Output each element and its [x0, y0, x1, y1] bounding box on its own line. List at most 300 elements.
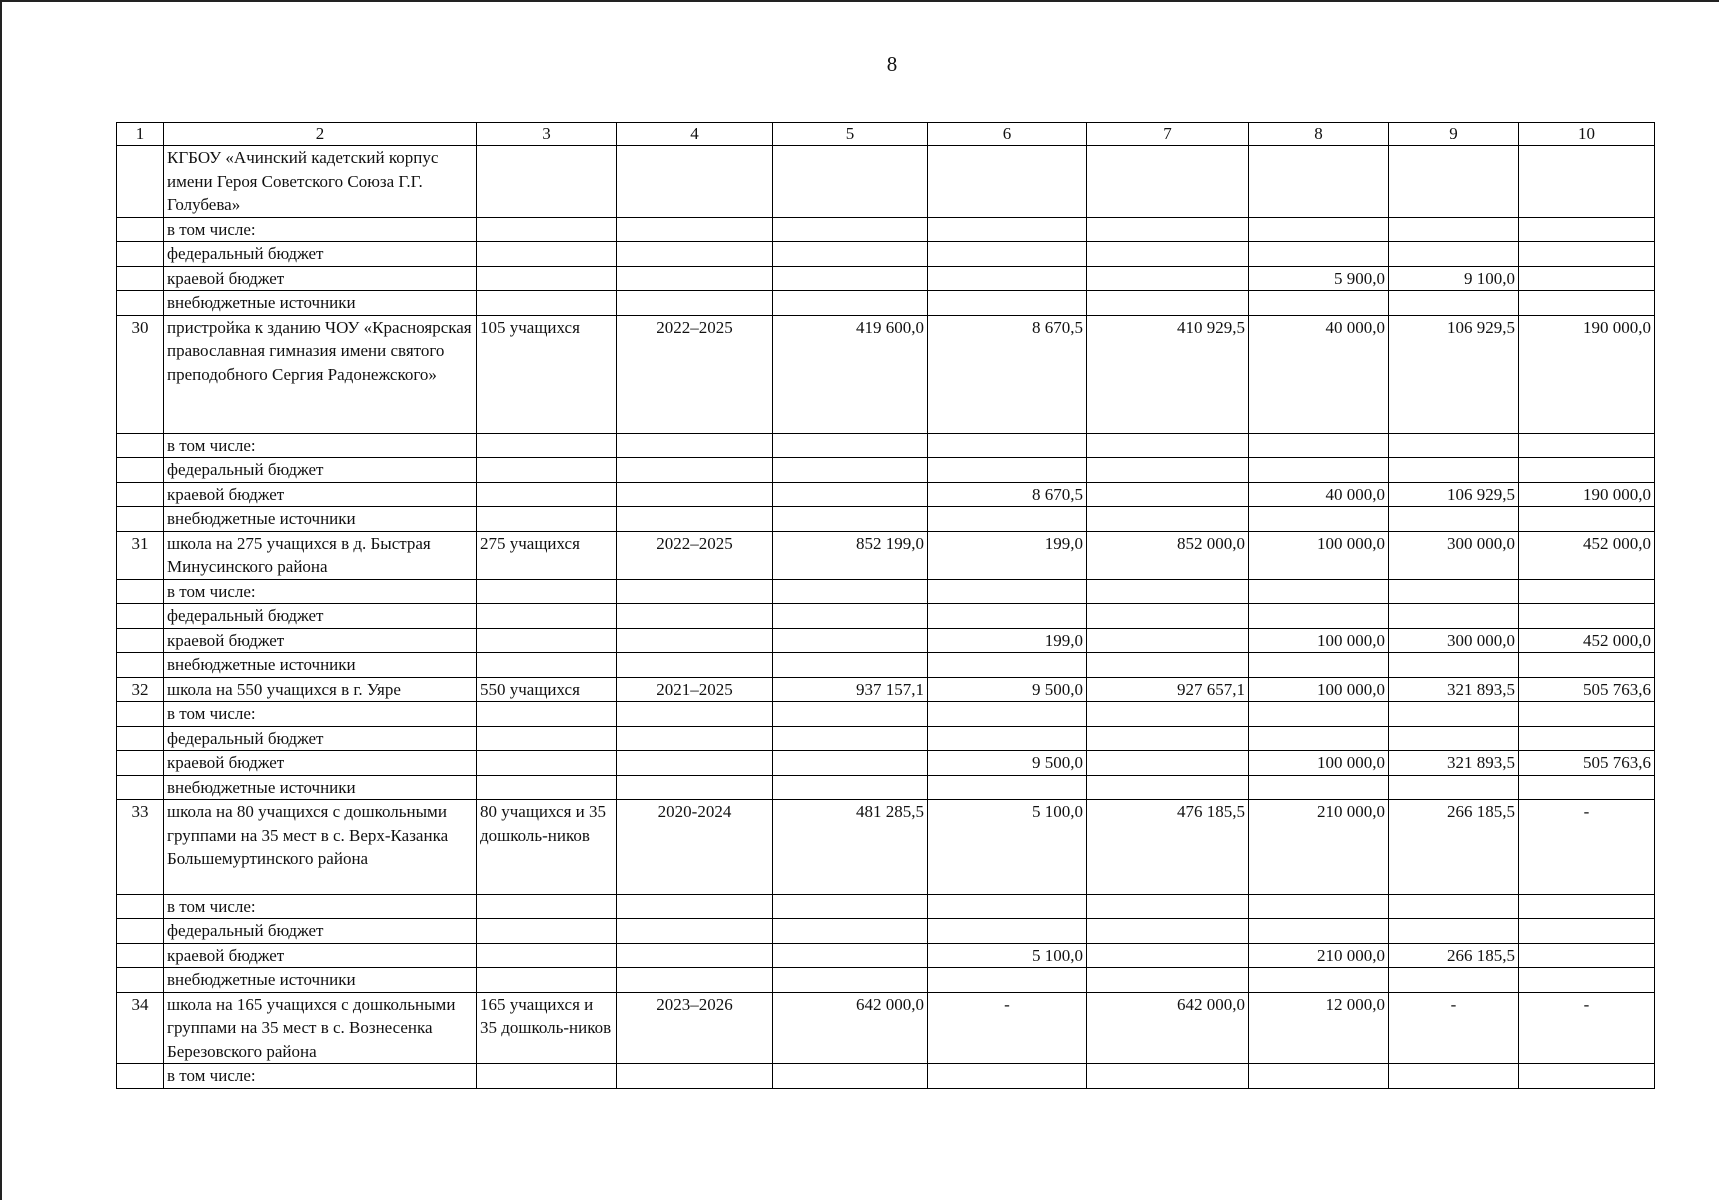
table-cell-col-9: - [1389, 992, 1519, 1064]
table-cell-col-3 [477, 291, 617, 316]
table-cell-col-2: внебюджетные источники [164, 968, 477, 993]
table-cell-col-8: 210 000,0 [1249, 943, 1389, 968]
table-cell-col-1: 33 [117, 800, 164, 895]
table-cell-col-9: 266 185,5 [1389, 943, 1519, 968]
table-cell-col-9 [1389, 217, 1519, 242]
table-cell-col-10 [1519, 726, 1655, 751]
table-cell-col-1: 30 [117, 315, 164, 433]
table-cell-col-7 [1087, 775, 1249, 800]
table-cell-col-2: федеральный бюджет [164, 242, 477, 267]
table-cell-col-9 [1389, 894, 1519, 919]
table-cell-col-2: краевой бюджет [164, 266, 477, 291]
table-cell-col-7 [1087, 458, 1249, 483]
table-cell-col-1 [117, 242, 164, 267]
table-cell-col-4 [617, 266, 773, 291]
table-cell-col-3 [477, 775, 617, 800]
table-cell-col-8: 12 000,0 [1249, 992, 1389, 1064]
table-cell-col-5 [773, 217, 928, 242]
table-cell-col-5 [773, 579, 928, 604]
table-cell-col-7 [1087, 482, 1249, 507]
table-cell-col-4 [617, 146, 773, 218]
table-cell-col-9: 321 893,5 [1389, 677, 1519, 702]
table-cell-col-3 [477, 968, 617, 993]
table-row [117, 628, 1655, 653]
table-cell-col-10 [1519, 604, 1655, 629]
table-cell-col-2: в том числе: [164, 1064, 477, 1089]
header-cell: 3 [477, 123, 617, 146]
table-cell-col-4: 2022–2025 [617, 315, 773, 433]
table-cell-col-6: 199,0 [928, 531, 1087, 579]
table-cell-col-9 [1389, 702, 1519, 727]
table-cell-col-10 [1519, 702, 1655, 727]
table-cell-col-2: федеральный бюджет [164, 919, 477, 944]
table-cell-col-10: 452 000,0 [1519, 531, 1655, 579]
table-cell-col-7 [1087, 751, 1249, 776]
table-cell-col-8 [1249, 894, 1389, 919]
table-cell-col-3: 165 учащихся и 35 дошколь-ников [477, 992, 617, 1064]
table-cell-col-6 [928, 968, 1087, 993]
table-cell-col-1 [117, 482, 164, 507]
table-cell-col-3 [477, 217, 617, 242]
table-cell-col-5 [773, 242, 928, 267]
table-cell-col-6: 9 500,0 [928, 677, 1087, 702]
table-cell-col-1 [117, 291, 164, 316]
table-cell-col-8 [1249, 146, 1389, 218]
table-row [117, 579, 1655, 604]
table-cell-col-7 [1087, 291, 1249, 316]
table-cell-col-6: 8 670,5 [928, 315, 1087, 433]
table-cell-col-9: 321 893,5 [1389, 751, 1519, 776]
table-row [117, 315, 1655, 433]
table-cell-col-4 [617, 894, 773, 919]
table-cell-col-2: в том числе: [164, 894, 477, 919]
table-cell-col-7: 642 000,0 [1087, 992, 1249, 1064]
table-cell-col-8 [1249, 702, 1389, 727]
table-cell-col-1 [117, 433, 164, 458]
table-cell-col-3: 80 учащихся и 35 дошколь-ников [477, 800, 617, 895]
table-cell-col-6 [928, 653, 1087, 678]
table-cell-col-10 [1519, 894, 1655, 919]
table-cell-col-3 [477, 266, 617, 291]
table-cell-col-7 [1087, 1064, 1249, 1089]
table-row [117, 242, 1655, 267]
table-cell-col-9 [1389, 579, 1519, 604]
table-cell-col-9: 9 100,0 [1389, 266, 1519, 291]
table-cell-col-5 [773, 943, 928, 968]
table-cell-col-3 [477, 482, 617, 507]
table-cell-col-7 [1087, 653, 1249, 678]
table-cell-col-4: 2023–2026 [617, 992, 773, 1064]
table-cell-col-9 [1389, 604, 1519, 629]
table-cell-col-7 [1087, 266, 1249, 291]
table-cell-col-1: 32 [117, 677, 164, 702]
table-cell-col-1 [117, 726, 164, 751]
table-header-row [117, 123, 1655, 146]
table-cell-col-6 [928, 579, 1087, 604]
table-cell-col-1 [117, 628, 164, 653]
table-cell-col-4 [617, 242, 773, 267]
table-cell-col-3 [477, 242, 617, 267]
table-cell-col-10: - [1519, 992, 1655, 1064]
table-cell-col-2: КГБОУ «Ачинский кадетский корпус имени Героя Советского Союза Г.Г. Голубева» [164, 146, 477, 218]
table-cell-col-9: 266 185,5 [1389, 800, 1519, 895]
table-cell-col-2: школа на 165 учащихся с дошкольными группами на 35 мест в с. Вознесенка Березовского района [164, 992, 477, 1064]
table-cell-col-1 [117, 751, 164, 776]
table-cell-col-6: 8 670,5 [928, 482, 1087, 507]
table-cell-col-6 [928, 217, 1087, 242]
table-row [117, 702, 1655, 727]
table-cell-col-1 [117, 653, 164, 678]
table-row [117, 653, 1655, 678]
table-cell-col-1 [117, 146, 164, 218]
table-cell-col-3 [477, 507, 617, 532]
table-cell-col-4 [617, 751, 773, 776]
table-cell-col-9 [1389, 775, 1519, 800]
header-cell: 9 [1389, 123, 1519, 146]
table-cell-col-8 [1249, 291, 1389, 316]
table-cell-col-10 [1519, 217, 1655, 242]
table-cell-col-4 [617, 433, 773, 458]
table-cell-col-10 [1519, 579, 1655, 604]
table-cell-col-5 [773, 482, 928, 507]
table-cell-col-6 [928, 433, 1087, 458]
table-cell-col-3 [477, 894, 617, 919]
table-cell-col-8 [1249, 1064, 1389, 1089]
table-cell-col-5: 481 285,5 [773, 800, 928, 895]
table-cell-col-9 [1389, 433, 1519, 458]
table-cell-col-7 [1087, 702, 1249, 727]
table-cell-col-4: 2020-2024 [617, 800, 773, 895]
table-cell-col-2: в том числе: [164, 433, 477, 458]
table-cell-col-10: - [1519, 800, 1655, 895]
table-cell-col-2: внебюджетные источники [164, 291, 477, 316]
table-cell-col-10: 505 763,6 [1519, 677, 1655, 702]
table-cell-col-2: школа на 80 учащихся с дошкольными группами на 35 мест в с. Верх-Казанка Большемуртинского района [164, 800, 477, 895]
table-cell-col-3: 275 учащихся [477, 531, 617, 579]
table-cell-col-8: 100 000,0 [1249, 628, 1389, 653]
table-row [117, 943, 1655, 968]
table-cell-col-2: в том числе: [164, 702, 477, 727]
table-row [117, 726, 1655, 751]
table-cell-col-6: 199,0 [928, 628, 1087, 653]
table-cell-col-1 [117, 894, 164, 919]
table-cell-col-1 [117, 775, 164, 800]
table-cell-col-3 [477, 146, 617, 218]
table-cell-col-4 [617, 775, 773, 800]
table-cell-col-9: 106 929,5 [1389, 482, 1519, 507]
table-cell-col-6 [928, 702, 1087, 727]
table-cell-col-2: внебюджетные источники [164, 775, 477, 800]
table-row [117, 433, 1655, 458]
table-cell-col-7 [1087, 919, 1249, 944]
table-cell-col-2: федеральный бюджет [164, 726, 477, 751]
table-cell-col-6 [928, 242, 1087, 267]
table-cell-col-9 [1389, 458, 1519, 483]
table-cell-col-9 [1389, 968, 1519, 993]
table-cell-col-1 [117, 458, 164, 483]
table-cell-col-7 [1087, 943, 1249, 968]
table-cell-col-6 [928, 266, 1087, 291]
table-row [117, 458, 1655, 483]
table-cell-col-4 [617, 604, 773, 629]
table-cell-col-8 [1249, 919, 1389, 944]
table-cell-col-6 [928, 894, 1087, 919]
table-cell-col-3 [477, 604, 617, 629]
header-cell: 1 [117, 123, 164, 146]
header-cell: 4 [617, 123, 773, 146]
budget-table [116, 122, 1655, 1089]
table-cell-col-9 [1389, 919, 1519, 944]
table-cell-col-1 [117, 702, 164, 727]
table-cell-col-4 [617, 579, 773, 604]
table-cell-col-4 [617, 1064, 773, 1089]
table-cell-col-5 [773, 653, 928, 678]
table-cell-col-9: 300 000,0 [1389, 628, 1519, 653]
table-cell-col-5 [773, 1064, 928, 1089]
table-cell-col-2: в том числе: [164, 579, 477, 604]
table-cell-col-5: 937 157,1 [773, 677, 928, 702]
table-cell-col-5 [773, 702, 928, 727]
table-cell-col-10 [1519, 943, 1655, 968]
table-cell-col-6 [928, 1064, 1087, 1089]
table-cell-col-5: 419 600,0 [773, 315, 928, 433]
table-cell-col-7 [1087, 726, 1249, 751]
table-row [117, 1064, 1655, 1089]
table-cell-col-6 [928, 146, 1087, 218]
table-row [117, 992, 1655, 1064]
table-cell-col-1 [117, 943, 164, 968]
table-cell-col-5 [773, 604, 928, 629]
table-cell-col-8 [1249, 458, 1389, 483]
table-cell-col-4 [617, 507, 773, 532]
table-cell-col-8 [1249, 968, 1389, 993]
table-row [117, 919, 1655, 944]
table-cell-col-1 [117, 919, 164, 944]
table-cell-col-5 [773, 894, 928, 919]
table-cell-col-7 [1087, 604, 1249, 629]
table-row [117, 894, 1655, 919]
table-row [117, 751, 1655, 776]
table-row [117, 604, 1655, 629]
table-cell-col-4 [617, 943, 773, 968]
table-cell-col-9 [1389, 1064, 1519, 1089]
table-cell-col-1 [117, 266, 164, 291]
table-cell-col-1 [117, 968, 164, 993]
table-cell-col-10: 190 000,0 [1519, 315, 1655, 433]
table-cell-col-10 [1519, 458, 1655, 483]
table-cell-col-10: 190 000,0 [1519, 482, 1655, 507]
table-cell-col-8: 5 900,0 [1249, 266, 1389, 291]
table-cell-col-8 [1249, 579, 1389, 604]
table-cell-col-8 [1249, 507, 1389, 532]
table-cell-col-8: 100 000,0 [1249, 677, 1389, 702]
table-cell-col-4 [617, 291, 773, 316]
table-row [117, 482, 1655, 507]
table-row [117, 146, 1655, 218]
table-cell-col-2: пристройка к зданию ЧОУ «Красноярская православная гимназия имени святого преподобного Сергия Радонежского» [164, 315, 477, 433]
table-cell-col-1: 34 [117, 992, 164, 1064]
table-cell-col-7 [1087, 579, 1249, 604]
table-cell-col-1: 31 [117, 531, 164, 579]
table-cell-col-2: внебюджетные источники [164, 653, 477, 678]
table-cell-col-10 [1519, 291, 1655, 316]
table-row [117, 266, 1655, 291]
table-cell-col-9: 300 000,0 [1389, 531, 1519, 579]
table-cell-col-1 [117, 579, 164, 604]
table-cell-col-2: внебюджетные источники [164, 507, 477, 532]
table-cell-col-9 [1389, 507, 1519, 532]
table-cell-col-8: 100 000,0 [1249, 751, 1389, 776]
table-cell-col-6: 5 100,0 [928, 800, 1087, 895]
table-row [117, 800, 1655, 895]
table-cell-col-5 [773, 291, 928, 316]
table-cell-col-9 [1389, 146, 1519, 218]
table-row [117, 775, 1655, 800]
table-cell-col-4: 2022–2025 [617, 531, 773, 579]
table-cell-col-3 [477, 579, 617, 604]
table-cell-col-6 [928, 291, 1087, 316]
table-cell-col-7 [1087, 242, 1249, 267]
header-cell: 8 [1249, 123, 1389, 146]
table-cell-col-2: федеральный бюджет [164, 604, 477, 629]
table-cell-col-3 [477, 653, 617, 678]
table-cell-col-10 [1519, 919, 1655, 944]
table-cell-col-5 [773, 726, 928, 751]
table-cell-col-3 [477, 943, 617, 968]
table-cell-col-7 [1087, 968, 1249, 993]
table-cell-col-9 [1389, 242, 1519, 267]
page-number: 8 [886, 52, 898, 76]
header-cell: 5 [773, 123, 928, 146]
table-cell-col-6 [928, 726, 1087, 751]
table-cell-col-10 [1519, 968, 1655, 993]
table-cell-col-8 [1249, 242, 1389, 267]
table-cell-col-3 [477, 1064, 617, 1089]
table-cell-col-10 [1519, 242, 1655, 267]
table-cell-col-5: 642 000,0 [773, 992, 928, 1064]
table-cell-col-4 [617, 968, 773, 993]
table-cell-col-4 [617, 482, 773, 507]
table-cell-col-6 [928, 775, 1087, 800]
table-cell-col-2: школа на 550 учащихся в г. Уяре [164, 677, 477, 702]
table-cell-col-4 [617, 653, 773, 678]
table-cell-col-5: 852 199,0 [773, 531, 928, 579]
table-cell-col-3 [477, 726, 617, 751]
header-cell: 10 [1519, 123, 1655, 146]
table-cell-col-3 [477, 458, 617, 483]
table-cell-col-10 [1519, 266, 1655, 291]
table-cell-col-2: краевой бюджет [164, 943, 477, 968]
table-cell-col-8 [1249, 653, 1389, 678]
table-cell-col-8: 100 000,0 [1249, 531, 1389, 579]
table-cell-col-4 [617, 217, 773, 242]
table-cell-col-4 [617, 628, 773, 653]
table-cell-col-1 [117, 1064, 164, 1089]
table-cell-col-3 [477, 433, 617, 458]
table-cell-col-10: 452 000,0 [1519, 628, 1655, 653]
table-cell-col-5 [773, 968, 928, 993]
table-cell-col-10 [1519, 146, 1655, 218]
table-cell-col-3 [477, 751, 617, 776]
table-row [117, 677, 1655, 702]
table-cell-col-7 [1087, 894, 1249, 919]
table-cell-col-8 [1249, 775, 1389, 800]
table-cell-col-5 [773, 751, 928, 776]
table-cell-col-10 [1519, 433, 1655, 458]
table-cell-col-5 [773, 458, 928, 483]
table-cell-col-5 [773, 266, 928, 291]
table-cell-col-1 [117, 604, 164, 629]
table-cell-col-6: 5 100,0 [928, 943, 1087, 968]
table-cell-col-9: 106 929,5 [1389, 315, 1519, 433]
table-cell-col-6 [928, 604, 1087, 629]
table-cell-col-5 [773, 507, 928, 532]
header-cell: 7 [1087, 123, 1249, 146]
table-cell-col-3: 550 учащихся [477, 677, 617, 702]
table-cell-col-7: 927 657,1 [1087, 677, 1249, 702]
table-cell-col-10 [1519, 507, 1655, 532]
table-cell-col-10 [1519, 653, 1655, 678]
table-cell-col-8: 40 000,0 [1249, 482, 1389, 507]
table-row [117, 968, 1655, 993]
table-cell-col-5 [773, 146, 928, 218]
table-cell-col-10 [1519, 1064, 1655, 1089]
table-cell-col-7: 852 000,0 [1087, 531, 1249, 579]
header-cell: 6 [928, 123, 1087, 146]
table-cell-col-8 [1249, 604, 1389, 629]
table-cell-col-8 [1249, 217, 1389, 242]
table-cell-col-9 [1389, 653, 1519, 678]
table-cell-col-2: краевой бюджет [164, 751, 477, 776]
table-cell-col-9 [1389, 726, 1519, 751]
table-cell-col-7 [1087, 507, 1249, 532]
table-cell-col-2: федеральный бюджет [164, 458, 477, 483]
table-cell-col-3 [477, 702, 617, 727]
table-cell-col-10: 505 763,6 [1519, 751, 1655, 776]
table-cell-col-2: школа на 275 учащихся в д. Быстрая Минусинского района [164, 531, 477, 579]
table-cell-col-6: 9 500,0 [928, 751, 1087, 776]
table-cell-col-3 [477, 919, 617, 944]
table-cell-col-1 [117, 217, 164, 242]
table-cell-col-7 [1087, 217, 1249, 242]
table-cell-col-5 [773, 433, 928, 458]
header-cell: 2 [164, 123, 477, 146]
table-cell-col-7: 410 929,5 [1087, 315, 1249, 433]
table-cell-col-2: краевой бюджет [164, 628, 477, 653]
table-cell-col-6: - [928, 992, 1087, 1064]
table-cell-col-4 [617, 458, 773, 483]
table-cell-col-4 [617, 702, 773, 727]
table-cell-col-8 [1249, 726, 1389, 751]
table-cell-col-5 [773, 775, 928, 800]
table-row [117, 531, 1655, 579]
table-cell-col-7: 476 185,5 [1087, 800, 1249, 895]
table-cell-col-5 [773, 919, 928, 944]
table-cell-col-4: 2021–2025 [617, 677, 773, 702]
table-row [117, 217, 1655, 242]
table-cell-col-8: 40 000,0 [1249, 315, 1389, 433]
table-cell-col-6 [928, 919, 1087, 944]
table-cell-col-8 [1249, 433, 1389, 458]
table-cell-col-6 [928, 507, 1087, 532]
table-cell-col-2: краевой бюджет [164, 482, 477, 507]
table-cell-col-10 [1519, 775, 1655, 800]
table-cell-col-5 [773, 628, 928, 653]
table-cell-col-9 [1389, 291, 1519, 316]
table-cell-col-7 [1087, 146, 1249, 218]
table-cell-col-1 [117, 507, 164, 532]
table-cell-col-3: 105 учащихся [477, 315, 617, 433]
